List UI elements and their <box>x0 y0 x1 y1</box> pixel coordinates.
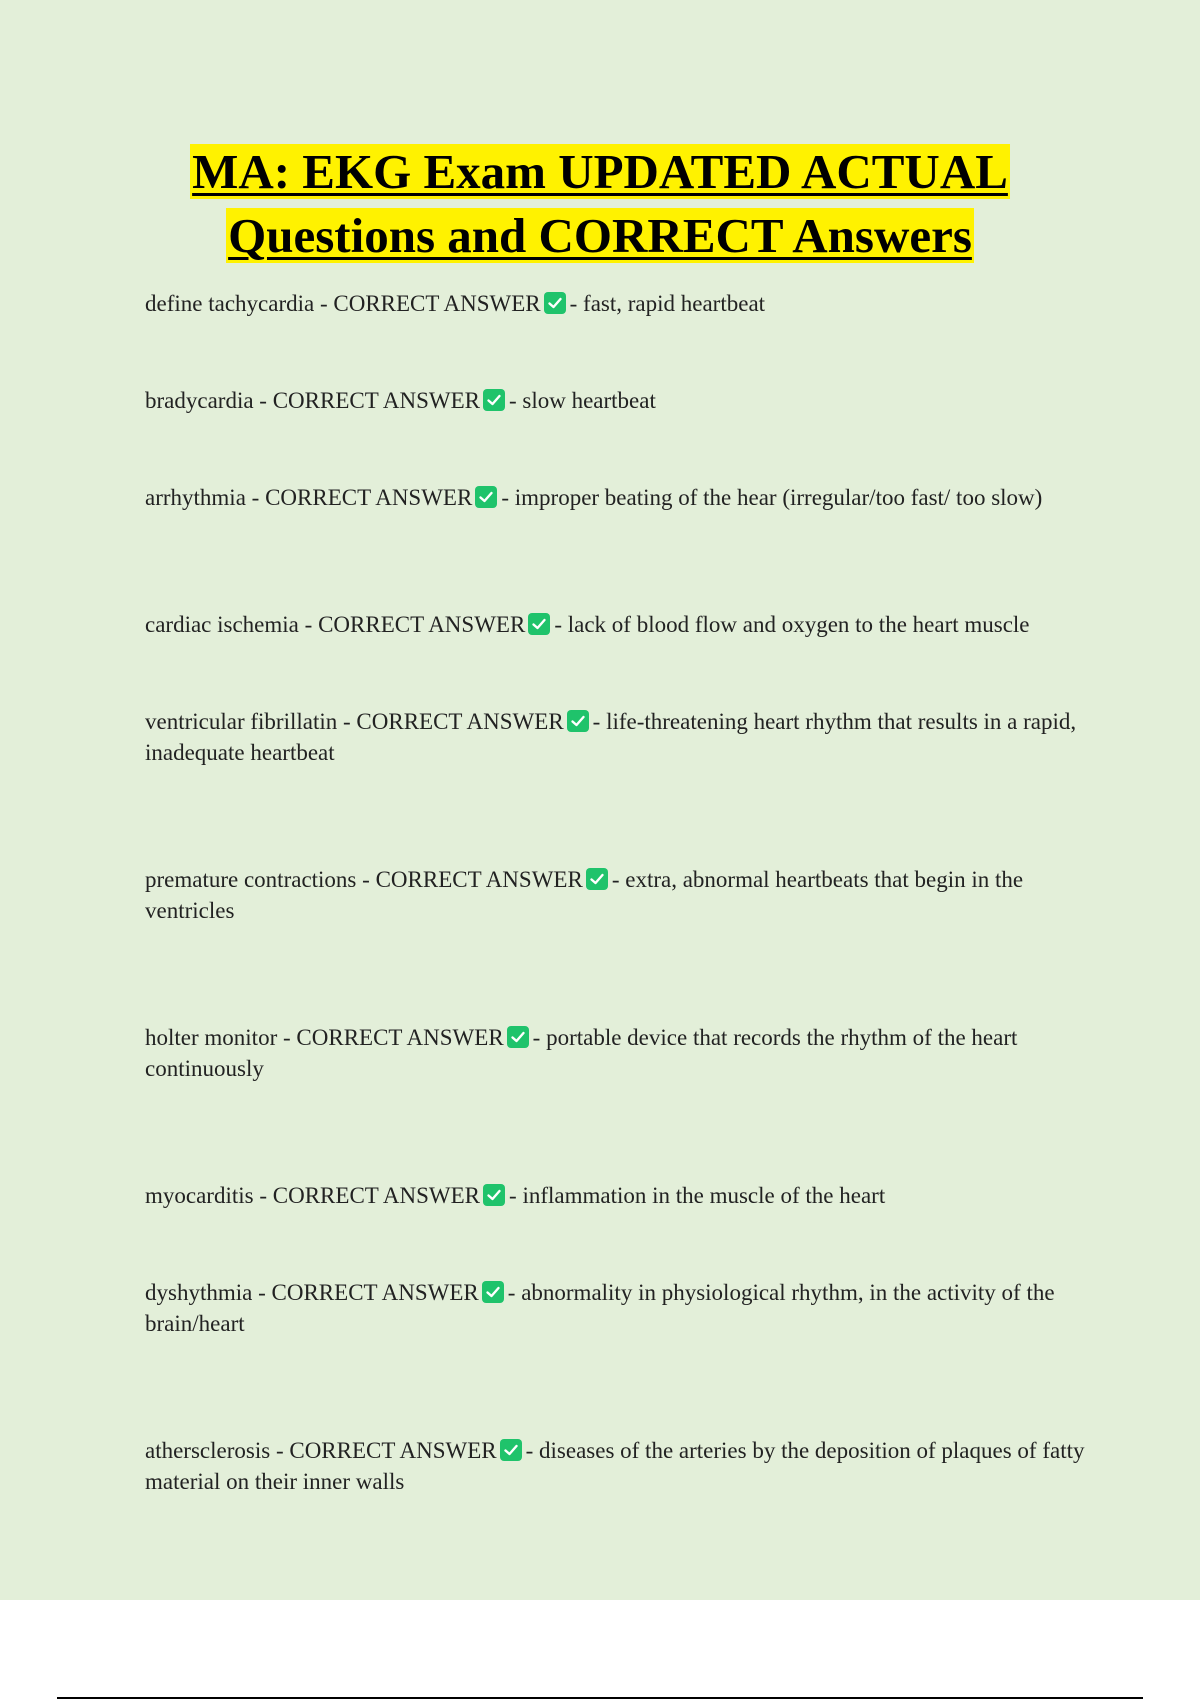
correct-answer-label: CORRECT ANSWER <box>272 1183 481 1208</box>
entry-term: myocarditis <box>145 1183 254 1208</box>
check-mark-icon <box>483 389 505 411</box>
qa-entry: cardiac ischemia - CORRECT ANSWER - lack of blood flow and oxygen to the heart muscle <box>145 612 1030 637</box>
qa-entry: arrhythmia - CORRECT ANSWER - improper beating of the hear (irregular/too fast/ too slow) <box>145 485 1043 510</box>
entry-term: holter monitor <box>145 1025 278 1050</box>
title-line-1: MA: EKG Exam UPDATED ACTUAL <box>192 144 1008 199</box>
qa-entry: athersclerosis - CORRECT ANSWER - diseases of the arteries by the deposition of plaques of fatty material on their inner walls <box>145 1438 1085 1494</box>
entry-term: arrhythmia <box>145 485 246 510</box>
check-mark-icon <box>528 613 550 635</box>
entry-term: athersclerosis <box>145 1438 271 1463</box>
entry-definition: lack of blood flow and oxygen to the heart muscle <box>567 612 1030 637</box>
correct-answer-label: CORRECT ANSWER <box>375 867 583 892</box>
correct-answer-label: CORRECT ANSWER <box>356 709 564 734</box>
entry-term: ventricular fibrillatin <box>145 709 338 734</box>
entry-definition: fast, rapid heartbeat <box>583 291 766 316</box>
check-mark-icon <box>544 292 566 314</box>
entry-definition: diseases of the arteries by the deposition of plaques of fatty material on their inner walls <box>145 1438 1085 1494</box>
correct-answer-label: CORRECT ANSWER <box>333 291 541 316</box>
correct-answer-label: CORRECT ANSWER <box>318 612 526 637</box>
entry-definition: extra, abnormal heartbeats that begin in the ventricles <box>145 867 1024 923</box>
entry-definition: improper beating of the hear (irregular/too fast/ too slow) <box>514 485 1043 510</box>
entry-definition: slow heartbeat <box>522 388 656 413</box>
qa-entry: define tachycardia - CORRECT ANSWER - fast, rapid heartbeat <box>145 291 766 316</box>
correct-answer-label: CORRECT ANSWER <box>296 1025 504 1050</box>
correct-answer-label: CORRECT ANSWER <box>289 1438 497 1463</box>
entry-term: dyshythmia <box>145 1280 253 1305</box>
qa-list <box>145 288 1090 1497</box>
footer-divider <box>57 1697 1143 1699</box>
title-line-2: Questions and CORRECT Answers <box>228 208 972 263</box>
qa-entry: ventricular fibrillatin - CORRECT ANSWER - life-threatening heart rhythm that results in a rapid, inadequate heartbeat <box>145 709 1077 765</box>
entry-definition: life-threatening heart rhythm that results in a rapid, inadequate heartbeat <box>145 709 1077 765</box>
qa-entry: bradycardia - CORRECT ANSWER - slow heartbeat <box>145 388 656 413</box>
qa-entry: dyshythmia - CORRECT ANSWER - abnormality in physiological rhythm, in the activity of the brain/heart <box>145 1280 1055 1336</box>
check-mark-icon <box>483 1184 505 1206</box>
entry-term: premature contractions <box>145 867 357 892</box>
qa-entry: holter monitor - CORRECT ANSWER - portable device that records the rhythm of the heart continuously <box>145 1025 1018 1081</box>
check-mark-icon <box>586 868 608 890</box>
correct-answer-label: CORRECT ANSWER <box>272 388 480 413</box>
check-mark-icon <box>475 486 497 508</box>
qa-entry: myocarditis - CORRECT ANSWER - inflammation in the muscle of the heart <box>145 1183 886 1208</box>
check-mark-icon <box>482 1281 504 1303</box>
qa-entry: premature contractions - CORRECT ANSWER - extra, abnormal heartbeats that begin in the ventricles <box>145 867 1024 923</box>
entry-term: bradycardia <box>145 388 254 413</box>
check-mark-icon <box>500 1439 522 1461</box>
entry-term: cardiac ischemia <box>145 612 299 637</box>
entry-term: define tachycardia <box>145 291 315 316</box>
correct-answer-label: CORRECT ANSWER <box>271 1280 479 1305</box>
page-title <box>0 140 1200 268</box>
entry-definition: portable device that records the rhythm of the heart continuously <box>145 1025 1018 1081</box>
entry-definition: inflammation in the muscle of the heart <box>522 1183 886 1208</box>
correct-answer-label: CORRECT ANSWER <box>265 485 473 510</box>
check-mark-icon <box>567 710 589 732</box>
entry-definition: abnormality in physiological rhythm, in the activity of the brain/heart <box>145 1280 1055 1336</box>
check-mark-icon <box>507 1026 529 1048</box>
